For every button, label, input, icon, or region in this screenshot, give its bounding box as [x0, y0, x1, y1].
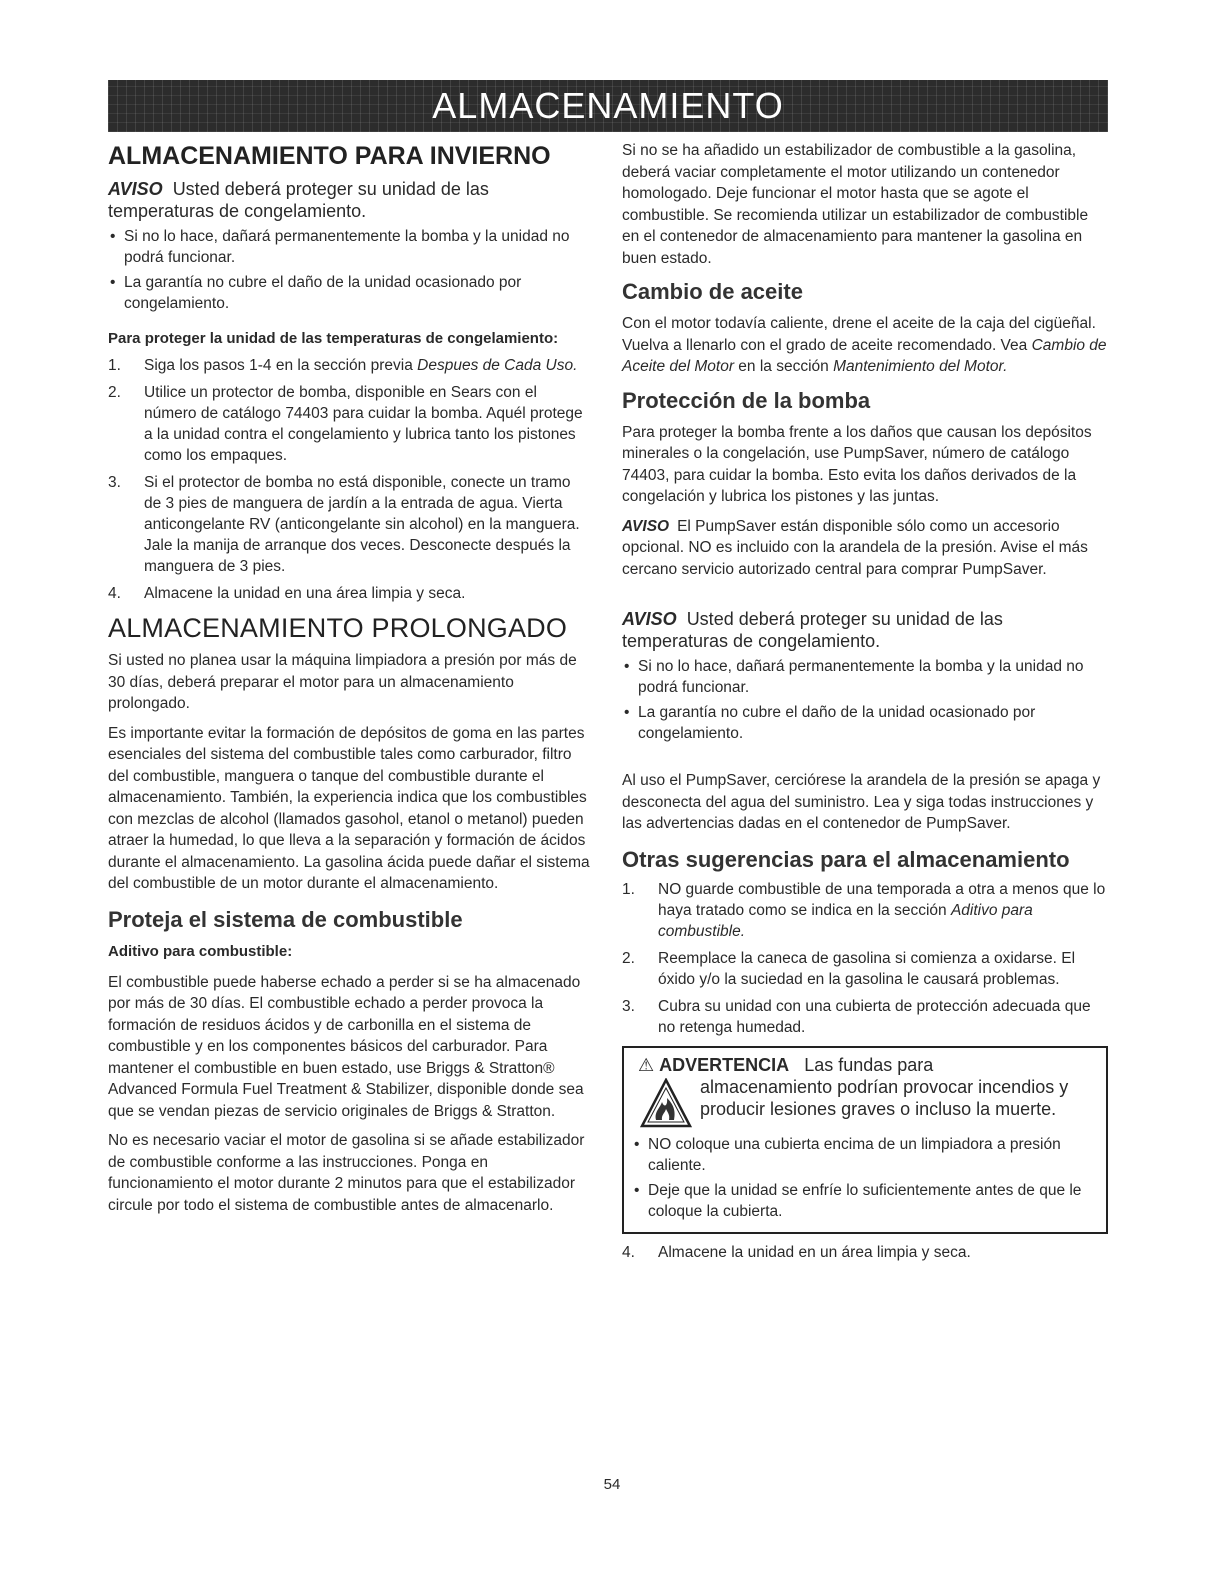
list-item — [108, 472, 592, 577]
step-text: Reemplace la caneca de gasolina si comienza a oxidarse. El óxido y/o la suciedad en la gasolina le causará problemas. — [658, 949, 1076, 988]
list-item: • Deje que la unidad se enfríe lo suficientemente antes de que le coloque la cubierta. — [632, 1180, 1098, 1222]
warning-box — [622, 1046, 1108, 1234]
list-item — [108, 382, 592, 466]
notice-text: Usted deberá proteger su unidad de las temperaturas de congelamiento. — [108, 179, 489, 221]
protect-heading: Para proteger la unidad de las temperaturas de congelamiento: — [108, 330, 559, 347]
notice — [108, 178, 592, 222]
step-text: Siga los pasos 1-4 en la sección previa — [144, 357, 418, 374]
long-storage-paragraph: Si usted no planea usar la máquina limpiadora a presión por más de 30 días, deberá preparar el motor para un almacenamiento prolongado. — [108, 652, 577, 712]
list-item — [622, 879, 1108, 942]
notice — [622, 608, 1108, 652]
pump-protection-title: Protección de la bomba — [622, 387, 871, 413]
notice-label: AVISO — [108, 179, 163, 199]
list-item — [108, 355, 592, 376]
oil-text: Con el motor todavía caliente, drene el aceite de la caja del cigüeñal. Vuelva a llenarlo con el grado de aceite recomendado. Vea — [622, 315, 1096, 354]
fuel-system-title: Proteja el sistema de combustible — [108, 906, 463, 932]
other-tips-title: Otras sugerencias para el almacenamiento — [622, 846, 1070, 872]
list-item — [622, 1242, 1108, 1263]
step-italic: Despues de Cada Uso. — [417, 357, 578, 374]
freeze-bullets — [622, 656, 1108, 744]
warning-label: ADVERTENCIA — [659, 1054, 790, 1075]
step-number: 3. — [108, 474, 121, 491]
oil-change-paragraph — [622, 313, 1108, 378]
long-storage-title: ALMACENAMIENTO PROLONGADO — [108, 613, 568, 643]
pumpsaver-paragraph: Al uso el PumpSaver, cerciórese la arandela de la presión se apaga y desconecta del agua del suministro. Lea y siga todas instrucciones y las advertencias dadas en el contenedor de PumpSaver. — [622, 772, 1101, 832]
banner-title: ALMACENAMIENTO — [432, 85, 784, 126]
step-text: Almacene la unidad en una área limpia y seca. — [144, 585, 466, 602]
page-number: 54 — [603, 1476, 621, 1493]
step-number: 1. — [108, 357, 121, 374]
freeze-bullets — [108, 226, 592, 314]
step-number: 3. — [622, 997, 635, 1015]
step-text: NO guarde combustible de una temporada a otra a menos que lo haya tratado como se indica en la sección — [658, 880, 1106, 919]
oil-text: en la sección — [734, 358, 834, 375]
notice-text: El PumpSaver están disponible sólo como un accesorio opcional. NO es incluido con la arandela de la presión. Avise el más cercano servicio autorizado central para comprar PumpSaver. — [622, 517, 1088, 578]
list-item: • Si no lo hace, dañará permanentemente la bomba y la unidad no podrá funcionar. — [108, 226, 592, 268]
step-italic: Aditivo para combustible. — [658, 901, 1033, 940]
warning-icon: ⚠ — [638, 1054, 655, 1075]
left-column — [108, 140, 592, 1224]
fuel-paragraph: No es necesario vaciar el motor de gasolina si se añade estabilizador de combustible conforme a las instrucciones. Ponga en funcionamiento el motor durante 2 minutos para que el estabilizador circule por todo el sistema de combustible antes de almacenarlo. — [108, 1132, 585, 1214]
list-item — [622, 996, 1108, 1038]
warning-bullets — [632, 1134, 1098, 1222]
intro-paragraph: Si no se ha añadido un estabilizador de combustible a la gasolina, deberá vaciar completamente el motor utilizando un contenedor homologado. Deje funcionar el motor hasta que se agote el combustible. Se recomienda utilizar un estabilizador de combustible en el contenedor de almacenamiento para mantener la gasolina en buen estado. — [622, 142, 1089, 267]
warning-body: almacenamiento podrían provocar incendios y producir lesiones graves o incluso la muerte. — [700, 1076, 1069, 1119]
section-banner — [108, 80, 1108, 132]
list-item: • Si no lo hace, dañará permanentemente la bomba y la unidad no podrá funcionar. — [622, 656, 1108, 698]
winter-storage-title: ALMACENAMIENTO PARA INVIERNO — [108, 142, 551, 170]
warning-header — [632, 1054, 1098, 1076]
pump-protection-paragraph: Para proteger la bomba frente a los daños que causan los depósitos minerales o la congelación, use PumpSaver, número de catálogo 74403, para cuidar la bomba. Esto evita los daños derivados de la congelación y lubrica los pistones y las juntas. — [622, 423, 1092, 505]
notice-label: AVISO — [622, 609, 677, 629]
list-item: • La garantía no cubre el daño de la unidad ocasionado por congelamiento. — [108, 272, 592, 314]
additive-heading: Aditivo para combustible: — [108, 942, 293, 960]
step-text: Si el protector de bomba no está disponible, conecte un tramo de 3 pies de manguera de jardín a la entrada de agua. Vierta anticongelante RV (anticongelante sin alcohol) en la manguera. Jale la manija de arranque dos veces. Desconecte después la manguera de 3 pies. — [144, 474, 580, 575]
step-number: 1. — [622, 880, 635, 898]
step-number: 4. — [622, 1243, 635, 1261]
notice-text: Usted deberá proteger su unidad de las temperaturas de congelamiento. — [622, 609, 1003, 651]
step-text: Utilice un protector de bomba, disponible en Sears con el número de catálogo 74403 para cuidar la bomba. Aquél protege a la unidad contra el congelamiento y lubrica tanto los pistones como los empaques. — [144, 384, 583, 464]
storage-tips-continued — [622, 1242, 1108, 1263]
fuel-paragraph: El combustible puede haberse echado a perder si se ha almacenado por más de 30 días. El combustible echado a perder provoca la formación de residuos ácidos y de carbonilla en el sistema de combustible y en los componentes básicos del carburador. Para mantener el combustible en buen estado, use Briggs & Stratton® Advanced Formula Fuel Treatment & Stabilizer, disponible donde sea que se vendan piezas de servicio originales de Briggs & Stratton. — [108, 973, 584, 1120]
oil-change-title: Cambio de aceite — [622, 279, 803, 304]
oil-italic: Mantenimiento del Motor. — [833, 358, 1008, 375]
notice-label: AVISO — [622, 517, 670, 535]
step-number: 2. — [108, 384, 121, 401]
step-text: Cubra su unidad con una cubierta de protección adecuada que no retenga humedad. — [658, 997, 1091, 1036]
step-text: Almacene la unidad en un área limpia y seca. — [658, 1243, 971, 1261]
fire-hazard-icon — [640, 1078, 692, 1130]
step-number: 2. — [622, 949, 635, 967]
warning-row — [632, 1076, 1098, 1130]
oil-italic: Cambio de Aceite del Motor — [622, 336, 1107, 375]
list-item: • La garantía no cubre el daño de la unidad ocasionado por congelamiento. — [622, 702, 1108, 744]
list-item — [622, 948, 1108, 990]
storage-tips — [622, 879, 1108, 1038]
list-item: • NO coloque una cubierta encima de un limpiadora a presión caliente. — [632, 1134, 1098, 1176]
step-number: 4. — [108, 585, 121, 602]
protect-steps — [108, 355, 592, 604]
right-column — [622, 140, 1108, 1271]
list-item — [108, 583, 592, 604]
long-storage-paragraph: Es importante evitar la formación de depósitos de goma en las partes esenciales del sistema del combustible tales como carburador, filtro del combustible, manguera o tanque del combustible durante el almacenamiento. También, la experiencia indica que los combustibles con mezclas de alcohol (llamados gasohol, etanol o metanol) pueden atraer la humedad, lo que lleva a la separación y formación de ácidos durante el almacenamiento. La gasolina ácida puede dañar el sistema del combustible de un motor durante el almacenamiento. — [108, 724, 590, 892]
warning-text: Las fundas para — [804, 1054, 934, 1075]
aviso-paragraph — [622, 516, 1108, 581]
